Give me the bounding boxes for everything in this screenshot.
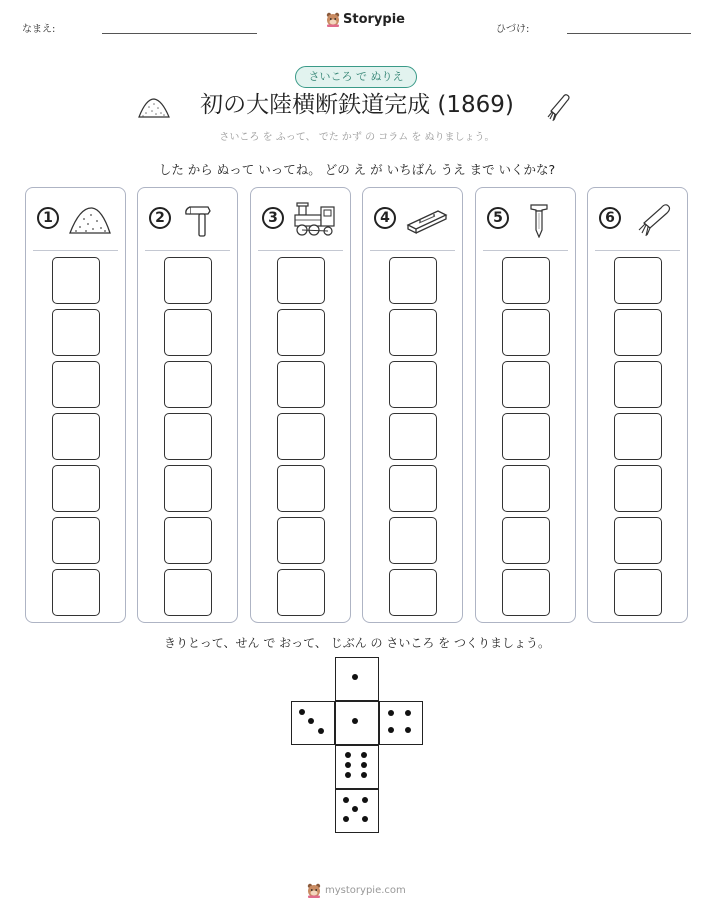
color-box[interactable] <box>614 361 662 408</box>
color-box[interactable] <box>389 361 437 408</box>
footer-url[interactable]: mystorypie.com <box>325 885 406 896</box>
pip <box>345 752 351 758</box>
color-box[interactable] <box>277 465 325 512</box>
column-number: 5 <box>487 207 509 229</box>
brand-name: Storypie <box>343 12 405 27</box>
color-box[interactable] <box>502 413 550 460</box>
pip <box>345 772 351 778</box>
pip <box>343 797 349 803</box>
color-box[interactable] <box>614 465 662 512</box>
die-face-top <box>335 657 379 701</box>
dice-column-2 <box>137 187 238 623</box>
die-face-left <box>291 701 335 745</box>
column-divider <box>370 250 455 251</box>
color-box[interactable] <box>164 361 212 408</box>
color-box[interactable] <box>614 569 662 616</box>
column-divider <box>33 250 118 251</box>
color-box[interactable] <box>52 413 100 460</box>
page-title: 初の大陸横断鉄道完成 (1869) <box>200 92 514 118</box>
pip <box>405 710 411 716</box>
pip <box>352 806 358 812</box>
brand-logo <box>326 12 405 27</box>
railroad-spike-icon <box>518 202 562 238</box>
color-box[interactable] <box>277 413 325 460</box>
pip <box>343 816 349 822</box>
pip <box>362 816 368 822</box>
die-face-bottom <box>335 745 379 789</box>
color-box[interactable] <box>52 517 100 564</box>
column-number: 3 <box>262 207 284 229</box>
color-box[interactable] <box>164 517 212 564</box>
color-box[interactable] <box>502 517 550 564</box>
color-box[interactable] <box>277 309 325 356</box>
pip <box>361 752 367 758</box>
date-label: ひづけ: <box>496 24 530 35</box>
storypie-mascot-icon <box>307 883 321 898</box>
color-box[interactable] <box>502 465 550 512</box>
color-box[interactable] <box>389 465 437 512</box>
color-box[interactable] <box>389 517 437 564</box>
column-number: 6 <box>599 207 621 229</box>
work-glove-icon <box>630 202 674 238</box>
dice-column-6 <box>587 187 688 623</box>
pip <box>388 710 394 716</box>
dice-column-4 <box>362 187 463 623</box>
color-box[interactable] <box>52 361 100 408</box>
color-box[interactable] <box>389 309 437 356</box>
column-divider <box>483 250 568 251</box>
color-box[interactable] <box>164 309 212 356</box>
color-box[interactable] <box>277 569 325 616</box>
hammer-icon <box>180 202 224 238</box>
page-subtitle: さいころ を ふって、 でた かず の コラム を ぬりましょう。 <box>219 132 495 143</box>
gravel-pile-icon <box>137 96 171 120</box>
pip <box>299 709 305 715</box>
pip <box>352 718 358 724</box>
activity-type-badge: さいころ で ぬりえ <box>295 66 417 88</box>
color-box[interactable] <box>164 465 212 512</box>
color-box[interactable] <box>389 413 437 460</box>
color-box[interactable] <box>164 413 212 460</box>
name-label: なまえ: <box>22 24 56 35</box>
color-box[interactable] <box>502 257 550 304</box>
color-box[interactable] <box>502 569 550 616</box>
color-box[interactable] <box>277 361 325 408</box>
pip <box>361 762 367 768</box>
gravel-pile-icon <box>68 202 112 238</box>
pip <box>405 727 411 733</box>
date-line[interactable] <box>567 33 691 34</box>
color-box[interactable] <box>52 569 100 616</box>
color-box[interactable] <box>277 517 325 564</box>
column-divider <box>258 250 343 251</box>
color-box[interactable] <box>502 309 550 356</box>
steam-locomotive-icon <box>293 202 337 238</box>
color-box[interactable] <box>164 569 212 616</box>
storypie-mascot-icon <box>326 12 340 27</box>
column-number: 2 <box>149 207 171 229</box>
color-box[interactable] <box>389 257 437 304</box>
color-box[interactable] <box>614 257 662 304</box>
column-divider <box>595 250 680 251</box>
pip <box>362 797 368 803</box>
pip <box>352 674 358 680</box>
color-box[interactable] <box>502 361 550 408</box>
pip <box>308 718 314 724</box>
pip <box>318 728 324 734</box>
column-number: 4 <box>374 207 396 229</box>
color-box[interactable] <box>52 257 100 304</box>
name-line[interactable] <box>102 33 257 34</box>
dice-column-5 <box>475 187 576 623</box>
die-face-back <box>335 789 379 833</box>
die-face-center <box>335 701 379 745</box>
column-divider <box>145 250 230 251</box>
column-number: 1 <box>37 207 59 229</box>
color-box[interactable] <box>614 413 662 460</box>
pip <box>345 762 351 768</box>
work-glove-icon <box>546 92 572 124</box>
color-box[interactable] <box>277 257 325 304</box>
dice-column-3 <box>250 187 351 623</box>
color-box[interactable] <box>614 517 662 564</box>
color-box[interactable] <box>52 465 100 512</box>
pip <box>388 727 394 733</box>
rail-tie-icon <box>405 202 449 238</box>
color-box[interactable] <box>614 309 662 356</box>
dice-column-1 <box>25 187 126 623</box>
instruction-text: した から ぬって いってね。 どの え が いちばん うえ まで いくかな? <box>158 162 556 177</box>
die-face-right <box>379 701 423 745</box>
color-box[interactable] <box>52 309 100 356</box>
pip <box>361 772 367 778</box>
footer <box>307 883 406 898</box>
color-box[interactable] <box>389 569 437 616</box>
cutout-instruction: きりとって、せん で おって、 じぶん の さいころ を つくりましょう。 <box>164 636 550 650</box>
color-box[interactable] <box>164 257 212 304</box>
